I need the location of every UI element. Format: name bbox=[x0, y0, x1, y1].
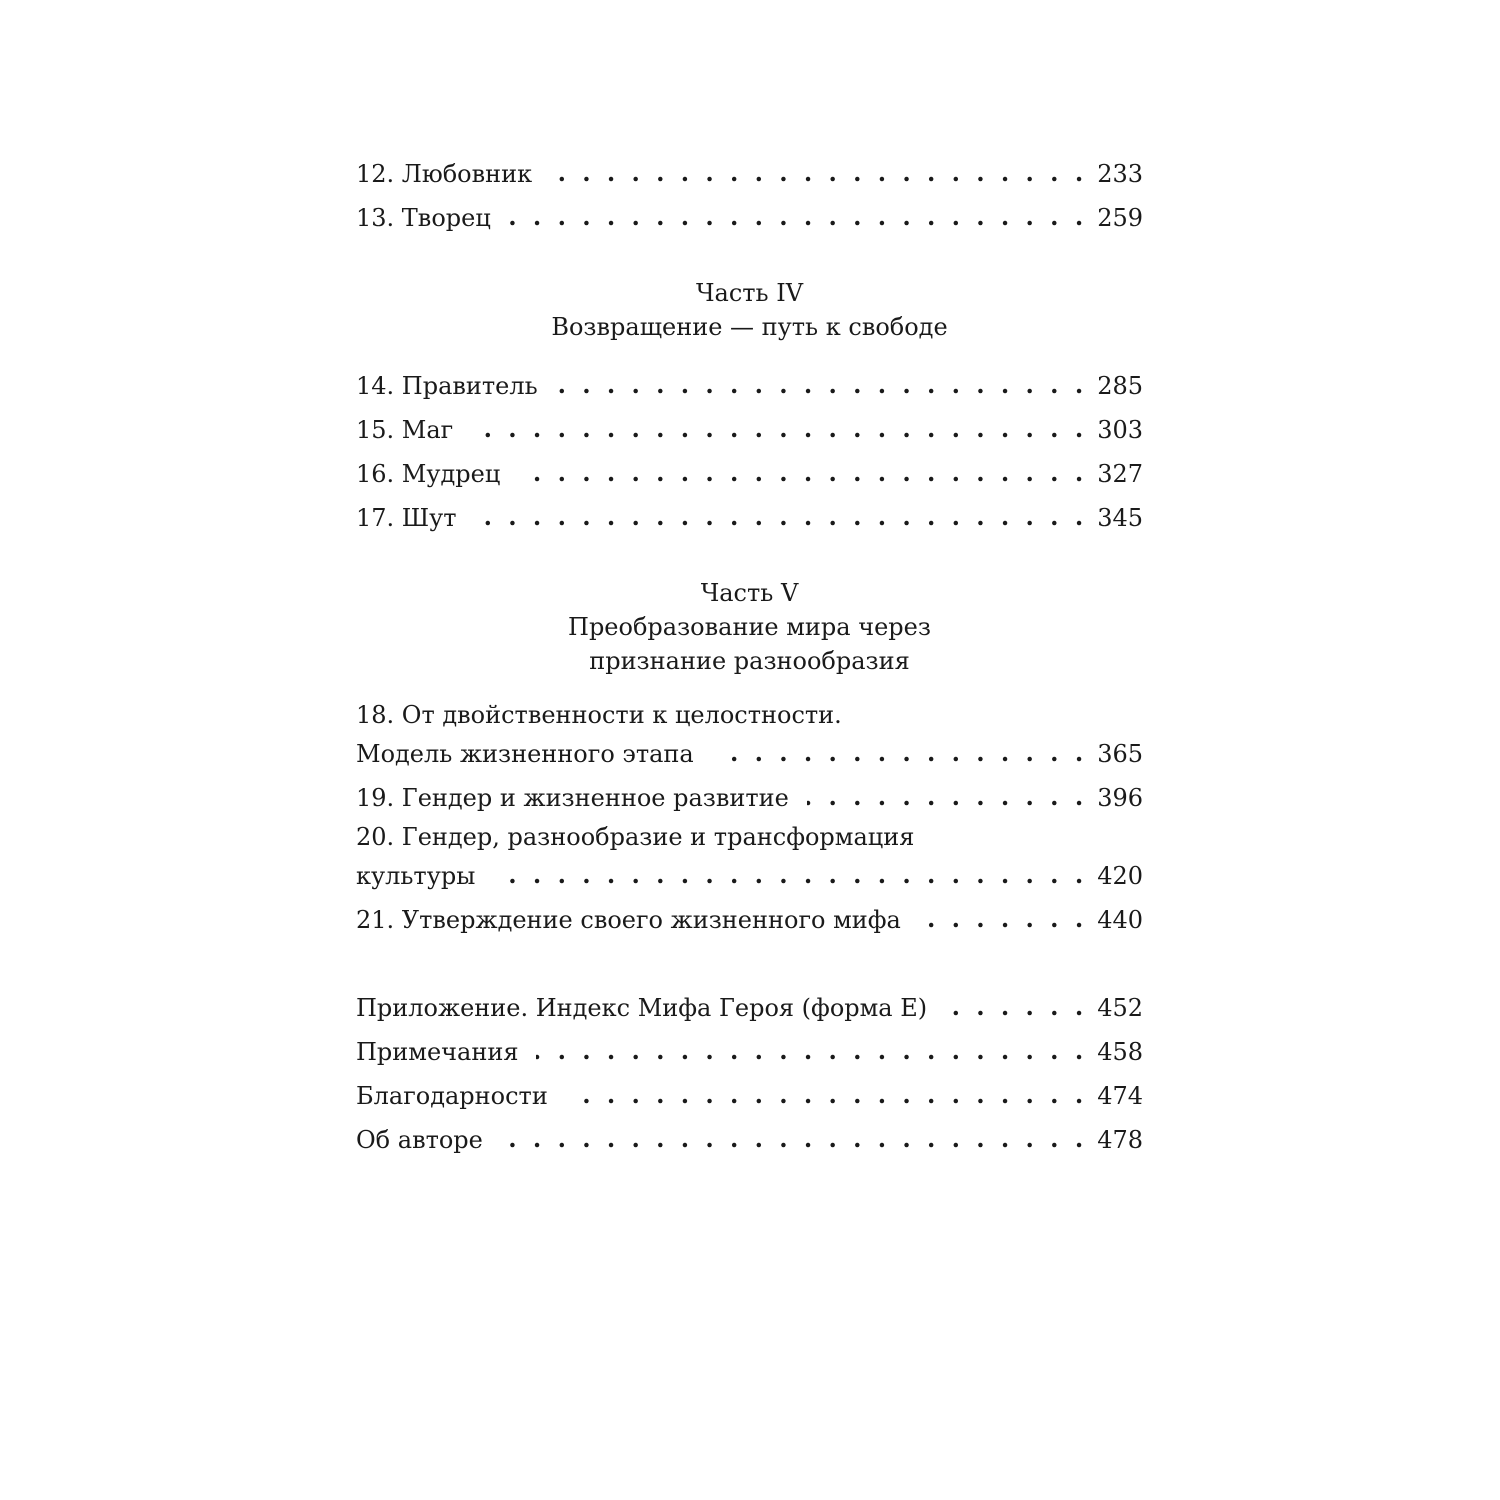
leader-dots bbox=[471, 407, 1083, 451]
toc-entry-label: 12. Любовник bbox=[356, 160, 533, 188]
leader-dots bbox=[493, 853, 1083, 897]
leader-dots bbox=[712, 731, 1083, 775]
toc-entry-notes[interactable] bbox=[356, 1030, 1143, 1074]
part-title-line-1: Преобразование мира через bbox=[568, 613, 931, 641]
leader-dots bbox=[475, 495, 1084, 539]
toc-page-number: 365 bbox=[1097, 740, 1143, 768]
toc-page-number: 420 bbox=[1097, 862, 1143, 890]
toc-page-number: 396 bbox=[1097, 784, 1143, 812]
toc-page-number: 285 bbox=[1097, 372, 1143, 400]
part-heading-4 bbox=[356, 276, 1143, 344]
toc-entry-12[interactable] bbox=[356, 152, 1143, 196]
toc-entry-21[interactable] bbox=[356, 898, 1143, 942]
leader-dots bbox=[919, 897, 1083, 941]
toc-page-number: 474 bbox=[1097, 1082, 1143, 1110]
toc-page-number: 259 bbox=[1097, 204, 1143, 232]
toc-entry-13[interactable] bbox=[356, 196, 1143, 240]
part-number: Часть V bbox=[700, 579, 799, 607]
toc-entry-label: Приложение. Индекс Мифа Героя (форма E) bbox=[356, 994, 928, 1022]
toc-entry-16[interactable] bbox=[356, 452, 1143, 496]
toc-entry-19[interactable] bbox=[356, 776, 1143, 820]
part-title: Возвращение — путь к свободе bbox=[551, 313, 948, 341]
leader-dots bbox=[509, 195, 1083, 239]
toc-entry-label: 17. Шут bbox=[356, 504, 457, 532]
toc-entry-label-line-1: 20. Гендер, разнообразие и трансформация bbox=[356, 823, 915, 851]
toc-entry-15[interactable] bbox=[356, 408, 1143, 452]
toc-entry-18[interactable] bbox=[356, 698, 1143, 776]
table-of-contents bbox=[356, 152, 1143, 1162]
toc-entry-label: Об авторе bbox=[356, 1126, 483, 1154]
toc-entry-label: 14. Правитель bbox=[356, 372, 538, 400]
toc-page-number: 345 bbox=[1097, 504, 1143, 532]
toc-page-number: 233 bbox=[1097, 160, 1143, 188]
toc-entry-label-line-1: 18. От двойственности к целостности. bbox=[356, 701, 842, 729]
leader-dots bbox=[550, 151, 1083, 195]
toc-entry-label: культуры bbox=[356, 862, 476, 890]
toc-entry-label: Благодарности bbox=[356, 1082, 548, 1110]
toc-entry-acknowledgements[interactable] bbox=[356, 1074, 1143, 1118]
toc-entry-label: Примечания bbox=[356, 1038, 519, 1066]
toc-entry-17[interactable] bbox=[356, 496, 1143, 540]
part-number: Часть IV bbox=[695, 279, 804, 307]
toc-page-number: 458 bbox=[1097, 1038, 1143, 1066]
toc-page-number: 327 bbox=[1097, 460, 1143, 488]
toc-page-number: 452 bbox=[1097, 994, 1143, 1022]
toc-entry-label: 13. Творец bbox=[356, 204, 491, 232]
leader-dots bbox=[807, 775, 1083, 819]
toc-entry-20[interactable] bbox=[356, 820, 1143, 898]
leader-dots bbox=[566, 1073, 1083, 1117]
leader-dots bbox=[518, 451, 1083, 495]
leader-dots bbox=[536, 1029, 1083, 1073]
toc-entry-label: 21. Утверждение своего жизненного мифа bbox=[356, 906, 901, 934]
leader-dots bbox=[556, 363, 1083, 407]
toc-entry-appendix[interactable] bbox=[356, 986, 1143, 1030]
leader-dots bbox=[501, 1117, 1083, 1161]
part-title-line-2: признание разнообразия bbox=[589, 647, 910, 675]
toc-entry-label: 19. Гендер и жизненное развитие bbox=[356, 784, 789, 812]
toc-page-number: 440 bbox=[1097, 906, 1143, 934]
toc-entry-about-author[interactable] bbox=[356, 1118, 1143, 1162]
toc-entry-14[interactable] bbox=[356, 364, 1143, 408]
toc-page-number: 478 bbox=[1097, 1126, 1143, 1154]
part-heading-5 bbox=[356, 576, 1143, 678]
toc-page-number: 303 bbox=[1097, 416, 1143, 444]
toc-entry-label: 15. Маг bbox=[356, 416, 454, 444]
toc-entry-label: 16. Мудрец bbox=[356, 460, 501, 488]
toc-entry-label: Модель жизненного этапа bbox=[356, 740, 694, 768]
leader-dots bbox=[945, 985, 1083, 1029]
